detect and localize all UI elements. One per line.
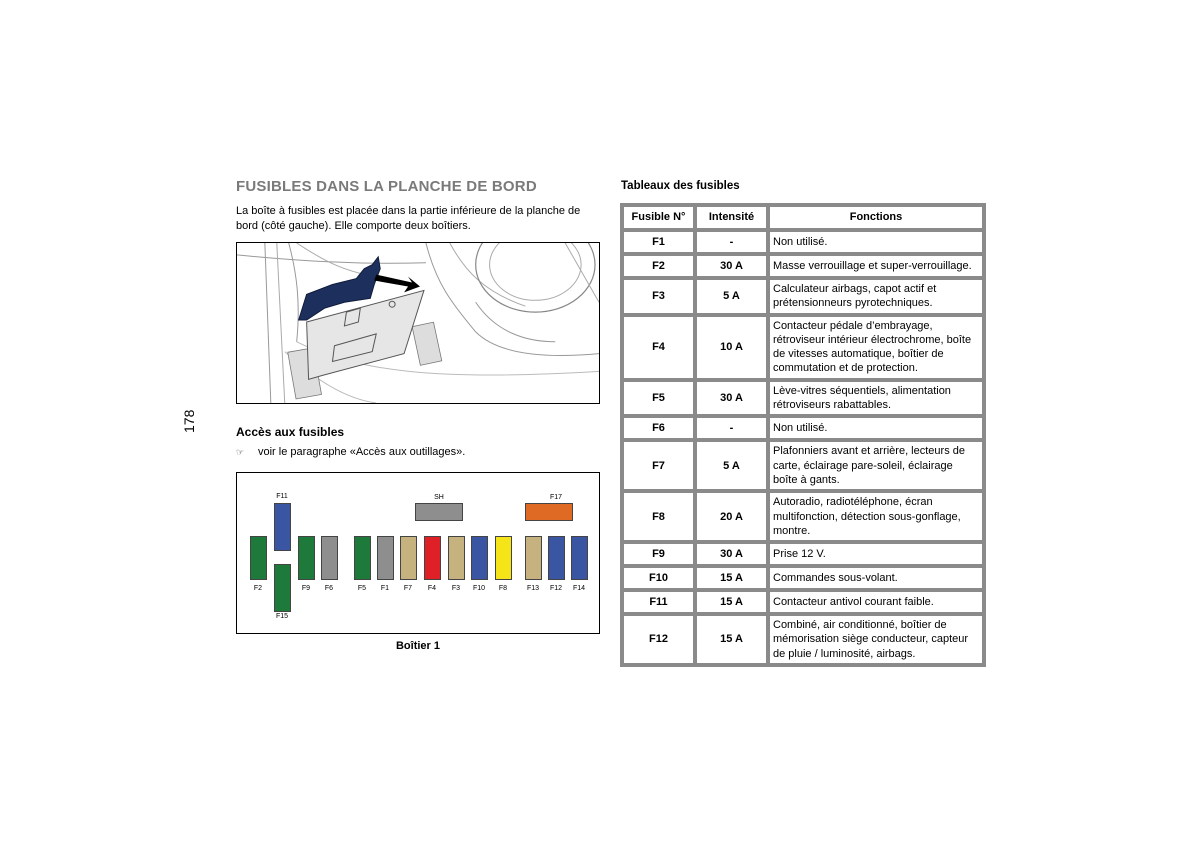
fuse-f12 (548, 536, 565, 580)
function-cell: Contacteur pédale d’embrayage, rétroviseur intérieur électrochrome, boîte de vitesses automatique, boîtier de commutation et de protection. (768, 315, 984, 380)
intensity-cell: 30 A (695, 380, 768, 417)
fuse-label: F3 (451, 585, 461, 592)
fuse-number-cell: F7 (622, 440, 695, 491)
fuse-f15 (274, 564, 291, 612)
intro-paragraph: La boîte à fusibles est placée dans la partie inférieure de la planche de bord (côté gauche). Elle comporte deux boîtiers. (236, 205, 581, 232)
fuse-sh (415, 503, 463, 521)
fuse-label: F7 (403, 585, 413, 592)
fuse-label: F13 (526, 585, 540, 592)
fuse-label: F17 (549, 494, 563, 501)
table-title: Tableaux des fusibles (621, 180, 740, 192)
fuse-label: F12 (549, 585, 563, 592)
intensity-cell: 30 A (695, 254, 768, 278)
table-row (622, 380, 984, 417)
section-title: FUSIBLES DANS LA PLANCHE DE BORD (236, 178, 537, 195)
header-fuse-number: Fusible N° (622, 205, 695, 230)
intensity-cell: 15 A (695, 614, 768, 665)
fuse-label: F14 (572, 585, 586, 592)
intensity-cell: 15 A (695, 566, 768, 590)
table-row (622, 254, 984, 278)
fuse-number-cell: F11 (622, 590, 695, 614)
fuse-label: F8 (498, 585, 508, 592)
function-cell: Combiné, air conditionné, boîtier de mémorisation siège conducteur, capteur de pluie / luminosité, airbags. (768, 614, 984, 665)
function-cell: Non utilisé. (768, 230, 984, 254)
table-row (622, 440, 984, 491)
access-fuses-item (236, 446, 465, 459)
intensity-cell: 5 A (695, 440, 768, 491)
section-intro (236, 178, 600, 234)
table-row (622, 542, 984, 566)
fuse-label: F10 (472, 585, 486, 592)
table-row (622, 315, 984, 380)
fuse-label: F1 (380, 585, 390, 592)
intensity-cell: 20 A (695, 491, 768, 542)
fuse-f13 (525, 536, 542, 580)
fuse-number-cell: F5 (622, 380, 695, 417)
function-cell: Commandes sous-volant. (768, 566, 984, 590)
function-cell: Lève-vitres séquentiels, alimentation rétroviseurs rabattables. (768, 380, 984, 417)
intensity-cell: - (695, 416, 768, 440)
fuse-number-cell: F1 (622, 230, 695, 254)
fuse-number-cell: F6 (622, 416, 695, 440)
fuse-f5 (354, 536, 371, 580)
intensity-cell: 10 A (695, 315, 768, 380)
fuse-label: F4 (427, 585, 437, 592)
table-row (622, 416, 984, 440)
page-number: 178 (181, 409, 197, 433)
fusebox-diagram (236, 472, 600, 634)
dashboard-illustration (236, 242, 600, 404)
function-cell: Non utilisé. (768, 416, 984, 440)
fuse-f9 (298, 536, 315, 580)
intensity-cell: - (695, 230, 768, 254)
fuse-number-cell: F10 (622, 566, 695, 590)
fuse-label: F9 (301, 585, 311, 592)
table-row (622, 230, 984, 254)
fuse-label: F6 (324, 585, 334, 592)
function-cell: Plafonniers avant et arrière, lecteurs de carte, éclairage pare-soleil, éclairage boîte à gants. (768, 440, 984, 491)
fuse-number-cell: F2 (622, 254, 695, 278)
fuse-label: F15 (275, 613, 289, 620)
hand-pointer-icon: ☞ (236, 447, 245, 457)
fuse-label: SH (434, 494, 444, 501)
intensity-cell: 15 A (695, 590, 768, 614)
fuse-f1 (377, 536, 394, 580)
intensity-cell: 30 A (695, 542, 768, 566)
function-cell: Prise 12 V. (768, 542, 984, 566)
fusebox-location-drawing (237, 243, 599, 403)
table-header-row (622, 205, 984, 230)
fuse-f4 (424, 536, 441, 580)
fuse-f8 (495, 536, 512, 580)
function-cell: Masse verrouillage et super-verrouillage. (768, 254, 984, 278)
fuse-number-cell: F12 (622, 614, 695, 665)
fuse-f7 (400, 536, 417, 580)
fuse-number-cell: F8 (622, 491, 695, 542)
table-row (622, 491, 984, 542)
fuse-f3 (448, 536, 465, 580)
fuse-f6 (321, 536, 338, 580)
fuse-f11 (274, 503, 291, 551)
table-row (622, 590, 984, 614)
access-fuses-text: voir le paragraphe «Accès aux outillages». (258, 446, 466, 458)
fuse-label: F11 (276, 493, 288, 500)
fuse-f14 (571, 536, 588, 580)
table-row (622, 278, 984, 315)
access-fuses-title: Accès aux fusibles (236, 425, 345, 439)
fuse-number-cell: F3 (622, 278, 695, 315)
fuse-number-cell: F9 (622, 542, 695, 566)
fuse-label: F2 (253, 585, 263, 592)
fuse-label: F5 (357, 585, 367, 592)
fuse-table (620, 203, 986, 667)
function-cell: Calculateur airbags, capot actif et prétensionneurs pyrotechniques. (768, 278, 984, 315)
header-functions: Fonctions (768, 205, 984, 230)
fuse-f10 (471, 536, 488, 580)
function-cell: Autoradio, radiotéléphone, écran multifonction, détection sous-gonflage, montre. (768, 491, 984, 542)
header-intensity: Intensité (695, 205, 768, 230)
fuse-f17 (525, 503, 573, 521)
intensity-cell: 5 A (695, 278, 768, 315)
fuse-number-cell: F4 (622, 315, 695, 380)
fuse-f2 (250, 536, 267, 580)
function-cell: Contacteur antivol courant faible. (768, 590, 984, 614)
table-row (622, 614, 984, 665)
table-row (622, 566, 984, 590)
fusebox-caption: Boîtier 1 (395, 640, 440, 652)
